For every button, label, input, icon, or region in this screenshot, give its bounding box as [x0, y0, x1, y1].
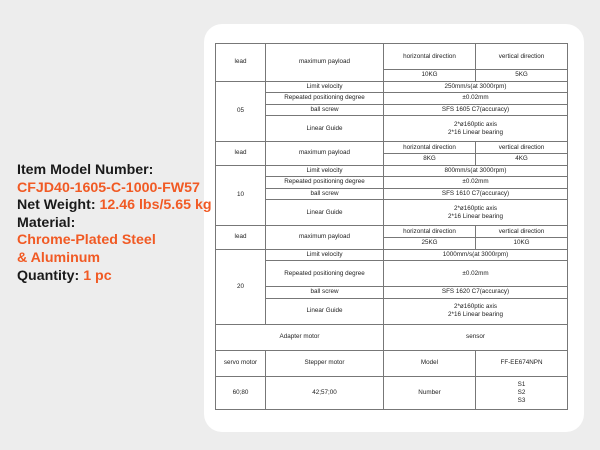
number-value: S2 — [517, 388, 526, 396]
horizontal-value: 8KG — [384, 153, 476, 165]
horizontal-header: horizontal direction — [384, 44, 476, 70]
velocity-label: Limit velocity — [266, 81, 384, 93]
number-header: Number — [384, 376, 476, 409]
vertical-value: 10KG — [476, 237, 568, 249]
lead-value: 20 — [216, 249, 266, 324]
guide-bearing: 2*16 Linear bearing — [448, 212, 503, 220]
velocity-value: 1000mm/s(at 3000rpm) — [384, 249, 568, 261]
quantity-value: 1 pc — [83, 267, 112, 284]
guide-value — [384, 298, 568, 324]
horizontal-value: 25KG — [384, 237, 476, 249]
product-info — [17, 162, 212, 285]
velocity-value: 800mm/s(at 3000rpm) — [384, 165, 568, 177]
horizontal-value: 10KG — [384, 70, 476, 82]
guide-label: Linear Guide — [266, 200, 384, 226]
repeat-label: Repeated positioning degree — [266, 177, 384, 189]
vertical-header: vertical direction — [476, 44, 568, 70]
guide-bearing: 2*16 Linear bearing — [448, 311, 503, 319]
guide-value — [384, 116, 568, 142]
vertical-header: vertical direction — [476, 226, 568, 238]
horizontal-header: horizontal direction — [384, 142, 476, 154]
vertical-value: 4KG — [476, 153, 568, 165]
repeat-value: ±0.02mm — [384, 177, 568, 189]
number-values — [476, 376, 568, 409]
payload-header: maximum payload — [266, 44, 384, 82]
servo-motor-value: 60;80 — [216, 376, 266, 409]
payload-header: maximum payload — [266, 142, 384, 165]
velocity-label: Limit velocity — [266, 249, 384, 261]
quantity — [17, 268, 207, 286]
screw-label: ball screw — [266, 287, 384, 299]
repeat-value: ±0.02mm — [384, 261, 568, 287]
material-value-line1: Chrome-Plated Steel — [17, 232, 156, 249]
vertical-value: 5KG — [476, 70, 568, 82]
stepper-motor-value: 42;57;00 — [266, 376, 384, 409]
material-value-line2: & Aluminum — [17, 249, 101, 266]
lead-header: lead — [216, 142, 266, 165]
velocity-value: 250mm/s(at 3000rpm) — [384, 81, 568, 93]
payload-header: maximum payload — [266, 226, 384, 249]
model-number-value: CFJD40-1605-C-1000-FW57 — [17, 179, 200, 196]
model-header: Model — [384, 350, 476, 376]
screw-value: SFS 1610 C7(accuracy) — [384, 188, 568, 200]
adapter-motor-header: Adapter motor — [216, 324, 384, 350]
number-value: S1 — [517, 380, 526, 388]
guide-value — [384, 200, 568, 226]
screw-value: SFS 1605 C7(accuracy) — [384, 104, 568, 116]
repeat-value: ±0.02mm — [384, 93, 568, 105]
material-label: Material: — [17, 214, 76, 231]
number-value: S3 — [517, 396, 526, 404]
screw-label: ball screw — [266, 104, 384, 116]
screw-label: ball screw — [266, 188, 384, 200]
quantity-label: Quantity: — [17, 267, 80, 284]
lead-value: 05 — [216, 81, 266, 142]
net-weight — [17, 197, 212, 215]
model-number-label: Item Model Number: — [17, 162, 154, 178]
guide-bearing: 2*16 Linear bearing — [448, 128, 503, 136]
screw-value: SFS 1620 C7(accuracy) — [384, 287, 568, 299]
repeat-label: Repeated positioning degree — [266, 261, 384, 287]
servo-motor-header: servo motor — [216, 350, 266, 376]
repeat-label: Repeated positioning degree — [266, 93, 384, 105]
model-value: FF-EE674NPN — [476, 350, 568, 376]
sensor-header: sensor — [384, 324, 568, 350]
lead-value: 10 — [216, 165, 266, 226]
vertical-header: vertical direction — [476, 142, 568, 154]
guide-axis: 2*ø160ptic axis — [453, 120, 498, 128]
guide-axis: 2*ø160ptic axis — [453, 303, 498, 311]
spec-table — [215, 43, 568, 410]
guide-label: Linear Guide — [266, 298, 384, 324]
guide-axis: 2*ø160ptic axis — [453, 204, 498, 212]
velocity-label: Limit velocity — [266, 165, 384, 177]
net-weight-label: Net Weight: — [17, 197, 96, 214]
guide-label: Linear Guide — [266, 116, 384, 142]
net-weight-value: 12.46 lbs/5.65 kg — [99, 197, 212, 214]
lead-header: lead — [216, 44, 266, 82]
lead-header: lead — [216, 226, 266, 249]
stepper-motor-header: Stepper motor — [266, 350, 384, 376]
horizontal-header: horizontal direction — [384, 226, 476, 238]
